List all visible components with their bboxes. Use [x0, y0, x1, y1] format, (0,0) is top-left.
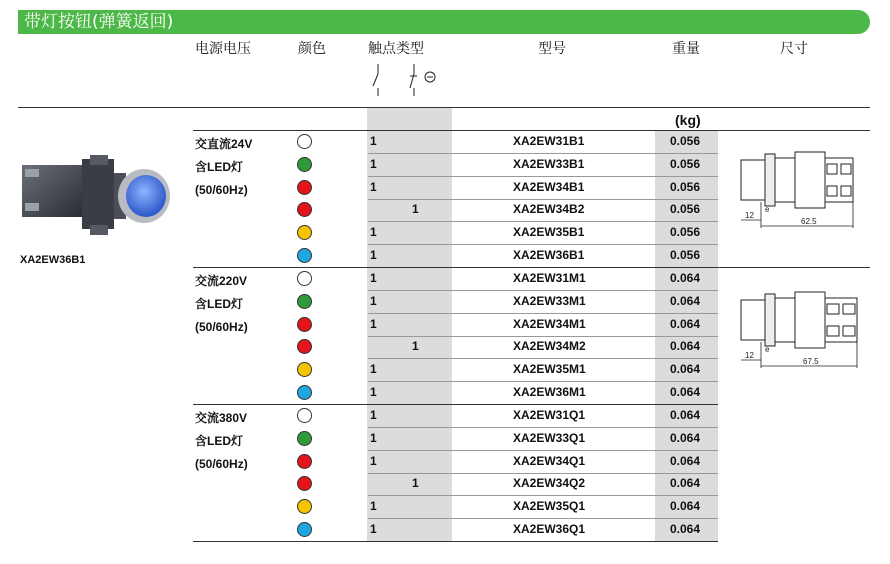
red-indicator-icon [297, 202, 312, 217]
weight-value: 0.064 [670, 408, 701, 422]
model-number: XA2EW34M1 [513, 316, 586, 331]
header-contact-type: 触点类型 [368, 41, 424, 57]
weight-value: 0.064 [670, 271, 701, 285]
product-caption: XA2EW36B1 [20, 254, 86, 266]
contact-no-value: 1 [370, 316, 377, 331]
table-row [193, 382, 718, 405]
group-3-voltage-line-1: 交流380V [195, 411, 248, 425]
weight-value: 0.056 [670, 134, 701, 148]
contact-symbols-icon [370, 62, 440, 98]
weight-value: 0.064 [670, 293, 701, 308]
model-number: XA2EW34M2 [513, 339, 586, 354]
model-number: XA2EW31Q1 [513, 408, 586, 422]
contact-no-value: 1 [370, 522, 377, 536]
white-indicator-icon [297, 408, 312, 423]
model-number: XA2EW35Q1 [513, 499, 586, 514]
weight-value: 0.056 [670, 248, 701, 262]
green-indicator-icon [297, 294, 312, 309]
dimension-drawing-2 [735, 290, 865, 370]
group-3-voltage-line-2: 含LED灯 [195, 434, 244, 448]
table-row [193, 359, 718, 382]
group-2-voltage-line-1: 交流220V [195, 274, 248, 288]
header-weight: 重量 [672, 41, 700, 57]
contact-no-value: 1 [370, 225, 377, 240]
contact-no-value: 1 [370, 408, 377, 422]
header-voltage: 电源电压 [195, 41, 251, 57]
table-row [193, 291, 718, 314]
table-row [193, 177, 718, 200]
weight-value: 0.064 [670, 499, 701, 514]
white-indicator-icon [297, 134, 312, 149]
red-indicator-icon [297, 180, 312, 195]
dimension-drawing-1 [735, 150, 865, 230]
weight-value: 0.056 [670, 225, 701, 240]
model-number: XA2EW33Q1 [513, 430, 586, 445]
subheader-unit: (kg) [675, 112, 701, 128]
weight-value: 0.064 [670, 476, 701, 491]
model-number: XA2EW34B1 [513, 179, 585, 194]
group-1-voltage-line-1: 交直流24V [195, 137, 253, 151]
table-row [193, 428, 718, 451]
push-button-product-image [20, 155, 170, 250]
table-row [193, 268, 718, 291]
red-indicator-icon [297, 476, 312, 491]
weight-value: 0.056 [670, 156, 701, 171]
contact-no-value: 1 [370, 134, 377, 148]
model-number: XA2EW31B1 [513, 134, 585, 148]
dim-1-c: 62.5 [801, 217, 817, 226]
dim-2-b: e [765, 345, 770, 354]
group-3-voltage-line-3: (50/60Hz) [195, 457, 248, 471]
dim-2-c: 67.5 [803, 357, 819, 366]
section-title-bar [18, 10, 870, 34]
table-row [193, 199, 718, 222]
dim-1-b: e [765, 205, 770, 214]
model-number: XA2EW36M1 [513, 385, 586, 399]
white-indicator-icon [297, 271, 312, 286]
group-1-voltage-line-2: 含LED灯 [195, 160, 244, 174]
weight-value: 0.064 [670, 385, 701, 399]
weight-value: 0.056 [670, 179, 701, 194]
header-size: 尺寸 [780, 41, 808, 57]
contact-no-value: 1 [370, 248, 377, 262]
contact-no-value: 1 [370, 362, 377, 377]
table-row [193, 314, 718, 337]
weight-value: 0.064 [670, 339, 701, 354]
section-title: 带灯按钮(弹簧返回) [24, 12, 174, 32]
contact-no-value: 1 [370, 499, 377, 514]
yellow-indicator-icon [297, 225, 312, 240]
model-number: XA2EW36Q1 [513, 522, 586, 536]
contact-nc-value: 1 [412, 202, 419, 217]
group-2-voltage-line-2: 含LED灯 [195, 297, 244, 311]
blue-indicator-icon [297, 248, 312, 263]
weight-value: 0.064 [670, 522, 701, 536]
table-row [193, 519, 718, 542]
weight-value: 0.056 [670, 202, 701, 217]
contact-no-value: 1 [370, 385, 377, 399]
yellow-indicator-icon [297, 362, 312, 377]
model-number: XA2EW36B1 [513, 248, 585, 262]
table-row [193, 222, 718, 245]
header-color: 颜色 [298, 41, 326, 57]
model-number: XA2EW31M1 [513, 271, 586, 285]
blue-indicator-icon [297, 522, 312, 537]
header-model: 型号 [538, 41, 566, 57]
red-indicator-icon [297, 317, 312, 332]
contact-no-value: 1 [370, 179, 377, 194]
model-number: XA2EW34B2 [513, 202, 585, 217]
table-row [193, 451, 718, 474]
table-row [193, 245, 718, 268]
model-number: XA2EW35B1 [513, 225, 585, 240]
green-indicator-icon [297, 157, 312, 172]
contact-nc-value: 1 [412, 339, 419, 354]
contact-no-value: 1 [370, 293, 377, 308]
weight-value: 0.064 [670, 362, 701, 377]
weight-value: 0.064 [670, 316, 701, 331]
dim-1-a: 12 [745, 211, 754, 220]
blue-indicator-icon [297, 385, 312, 400]
table-row [193, 473, 718, 496]
model-number: XA2EW33M1 [513, 293, 586, 308]
red-indicator-icon [297, 339, 312, 354]
table-row [193, 496, 718, 519]
model-number: XA2EW34Q2 [513, 476, 586, 491]
contact-no-value: 1 [370, 453, 377, 468]
contact-no-value: 1 [370, 430, 377, 445]
table-row [193, 131, 718, 154]
contact-no-value: 1 [370, 271, 377, 285]
model-number: XA2EW33B1 [513, 156, 585, 171]
group-2-voltage-line-3: (50/60Hz) [195, 320, 248, 334]
table-row [193, 405, 718, 428]
weight-value: 0.064 [670, 453, 701, 468]
green-indicator-icon [297, 431, 312, 446]
group-1-voltage-line-3: (50/60Hz) [195, 183, 248, 197]
model-number: XA2EW35M1 [513, 362, 586, 377]
table-row [193, 154, 718, 177]
yellow-indicator-icon [297, 499, 312, 514]
contact-no-value: 1 [370, 156, 377, 171]
dim-2-a: 12 [745, 351, 754, 360]
weight-value: 0.064 [670, 430, 701, 445]
model-number: XA2EW34Q1 [513, 453, 586, 468]
red-indicator-icon [297, 454, 312, 469]
table-row [193, 336, 718, 359]
contact-nc-value: 1 [412, 476, 419, 491]
